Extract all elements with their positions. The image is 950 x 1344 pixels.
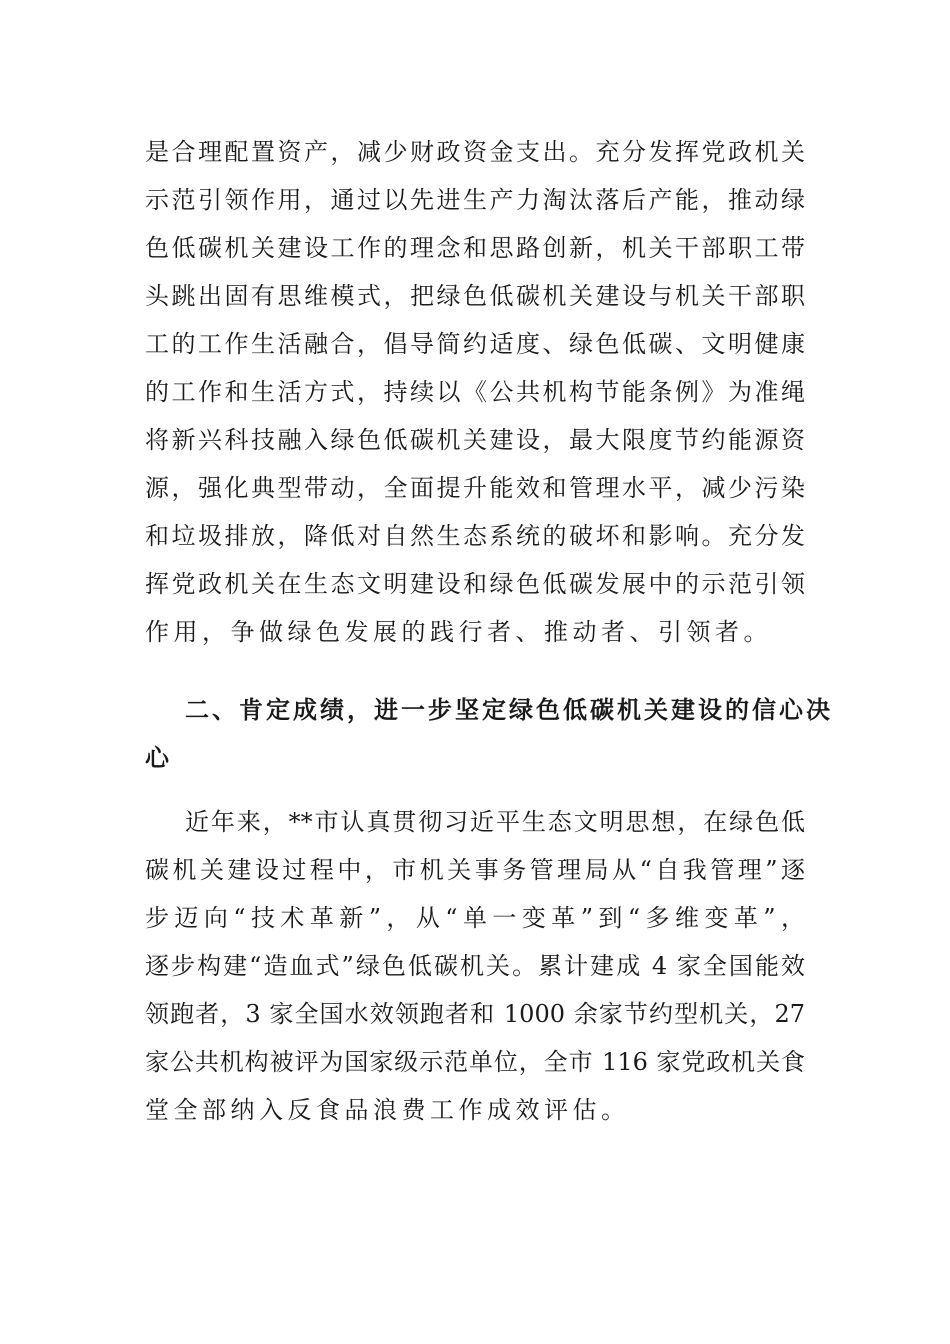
paragraph-1-line-10: 挥党政机关在生态文明建设和绿色低碳发展中的示范引领 <box>145 570 805 598</box>
paragraph-1-line-6: 的工作和生活方式，持续以《公共机构节能条例》为准绳 <box>145 378 805 406</box>
section-heading-line-2: 心 <box>145 744 172 772</box>
paragraph-2-line-3: 步迈向“技术革新”，从“单一变革”到“多维变革”， <box>145 904 805 932</box>
section-heading-line-1: 二、肯定成绩，进一步坚定绿色低碳机关建设的信心决 <box>185 696 833 724</box>
paragraph-2-line-5: 领跑者，3 家全国水效领跑者和 1000 余家节约型机关，27 <box>145 1000 805 1028</box>
paragraph-2-line-6: 家公共机构被评为国家级示范单位，全市 116 家党政机关食 <box>145 1048 805 1076</box>
paragraph-1-line-5: 工的工作生活融合，倡导简约适度、绿色低碳、文明健康 <box>145 330 805 358</box>
paragraph-2-line-1: 近年来，**市认真贯彻习近平生态文明思想，在绿色低 <box>185 808 805 836</box>
paragraph-1-line-9: 和垃圾排放，降低对自然生态系统的破坏和影响。充分发 <box>145 522 805 550</box>
paragraph-1-line-4: 头跳出固有思维模式，把绿色低碳机关建设与机关干部职 <box>145 282 805 310</box>
paragraph-1-line-8: 源，强化典型带动，全面提升能效和管理水平，减少污染 <box>145 474 805 502</box>
paragraph-2-line-4: 逐步构建“造血式”绿色低碳机关。累计建成 4 家全国能效 <box>145 952 805 980</box>
paragraph-1-line-7: 将新兴科技融入绿色低碳机关建设，最大限度节约能源资 <box>145 426 805 454</box>
paragraph-1-line-11: 作用，争做绿色发展的践行者、推动者、引领者。 <box>145 618 772 646</box>
paragraph-1-line-1: 是合理配置资产，减少财政资金支出。充分发挥党政机关 <box>145 138 805 166</box>
paragraph-2-line-7: 堂全部纳入反食品浪费工作成效评估。 <box>145 1096 630 1124</box>
paragraph-1-line-3: 色低碳机关建设工作的理念和思路创新，机关干部职工带 <box>145 234 805 262</box>
paragraph-2-line-2: 碳机关建设过程中，市机关事务管理局从“自我管理”逐 <box>145 856 805 884</box>
paragraph-1-line-2: 示范引领作用，通过以先进生产力淘汰落后产能，推动绿 <box>145 186 805 214</box>
